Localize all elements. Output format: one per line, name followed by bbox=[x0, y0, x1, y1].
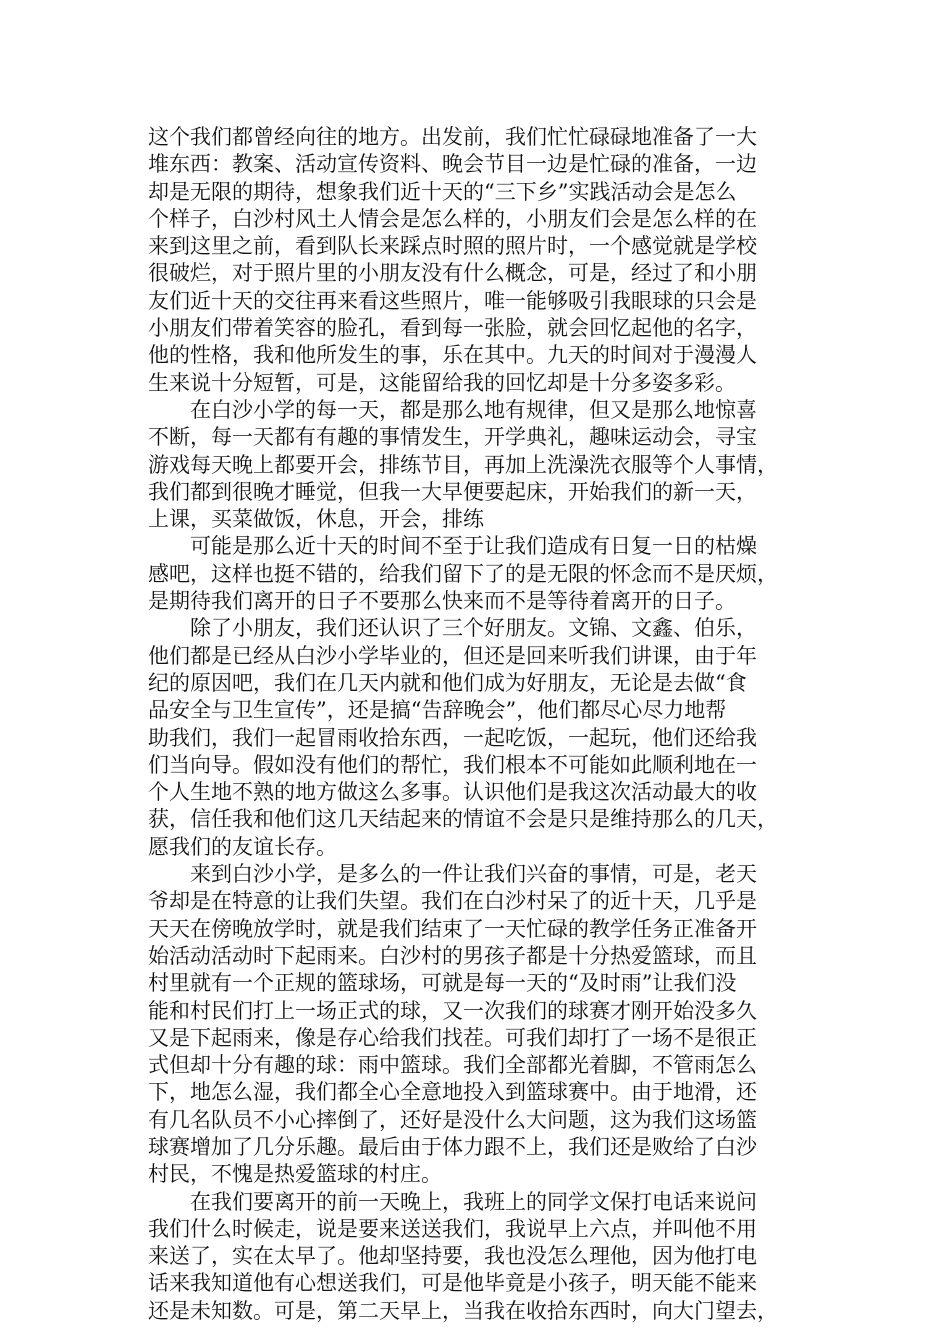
text-line: 个人生地不熟的地方做这么多事。认识他们是我这次活动最大的收 bbox=[148, 780, 757, 805]
text-line: 我们什么时候走，说是要来送送我们，我说早上六点，并叫他不用 bbox=[148, 1216, 757, 1241]
text-line: 来送了，实在太早了。他却坚持要，我也没怎么理他，因为他打电 bbox=[148, 1244, 757, 1269]
text-line: 们当向导。假如没有他们的帮忙，我们根本不可能如此顺利地在一 bbox=[148, 752, 757, 777]
text-line: 爷却是在特意的让我们失望。我们在白沙村呆了的近十天，几乎是 bbox=[148, 889, 757, 914]
text-line: 不断，每一天都有有趣的事情发生，开学典礼，趣味运动会，寻宝 bbox=[148, 425, 757, 450]
text-line: 在我们要离开的前一天晚上，我班上的同学文保打电话来说问 bbox=[190, 1189, 757, 1214]
body-text bbox=[148, 124, 808, 1325]
text-line: 有几名队员不小心摔倒了，还好是没什么大问题，这为我们这场篮 bbox=[148, 1107, 757, 1132]
text-line: 生来说十分短暂，可是，这能留给我的回忆却是十分多姿多彩。 bbox=[148, 370, 736, 395]
text-line: 球赛增加了几分乐趣。最后由于体力跟不上，我们还是败给了白沙 bbox=[148, 1134, 757, 1159]
text-line: 却是无限的期待，想象我们近十天的“三下乡”实践活动会是怎么 bbox=[148, 179, 737, 204]
text-line: 还是未知数。可是，第二天早上，当我在收拾东西时，向大门望去， bbox=[148, 1298, 778, 1323]
text-line: 上课，买菜做饭，休息，开会，排练 bbox=[148, 507, 484, 532]
text-line: 式但却十分有趣的球：雨中篮球。我们全部都光着脚，不管雨怎么 bbox=[148, 1053, 757, 1078]
text-line: 能和村民们打上一场正式的球，又一次我们的球赛才刚开始没多久 bbox=[148, 998, 757, 1023]
text-line: 是期待我们离开的日子不要那么快来而不是等待着离开的日子。 bbox=[148, 589, 736, 614]
text-line: 除了小朋友，我们还认识了三个好朋友。文锦、文鑫、伯乐， bbox=[190, 616, 757, 641]
text-line: 我们都到很晚才睡觉，但我一大早便要起床，开始我们的新一天， bbox=[148, 479, 757, 504]
text-line: 友们近十天的交往再来看这些照片，唯一能够吸引我眼球的只会是 bbox=[148, 288, 757, 313]
text-line: 愿我们的友谊长存。 bbox=[148, 834, 337, 859]
text-line: 天天在傍晚放学时，就是我们结束了一天忙碌的教学任务正准备开 bbox=[148, 916, 757, 941]
text-line: 助我们，我们一起冒雨收拾东西，一起吃饭，一起玩，他们还给我 bbox=[148, 725, 757, 750]
text-line: 小朋友们带着笑容的脸孔，看到每一张脸，就会回忆起他的名字， bbox=[148, 316, 757, 341]
text-line: 很破烂，对于照片里的小朋友没有什么概念，可是，经过了和小朋 bbox=[148, 261, 757, 286]
text-line: 他们都是已经从白沙小学毕业的，但还是回来听我们讲课，由于年 bbox=[148, 643, 757, 668]
text-line: 个样子，白沙村风土人情会是怎么样的，小朋友们会是怎么样的在 bbox=[148, 206, 757, 231]
text-line: 纪的原因吧，我们在几天内就和他们成为好朋友，无论是去做“食 bbox=[148, 670, 747, 695]
text-line: 可能是那么近十天的时间不至于让我们造成有日复一日的枯燥 bbox=[190, 534, 757, 559]
text-line: 在白沙小学的每一天，都是那么地有规律，但又是那么地惊喜 bbox=[190, 397, 757, 422]
text-line: 游戏每天晚上都要开会，排练节目，再加上洗澡洗衣服等个人事情， bbox=[148, 452, 778, 477]
text-line: 堆东西：教案、活动宣传资料、晚会节目一边是忙碌的准备，一边 bbox=[148, 152, 757, 177]
text-line: 感吧，这样也挺不错的，给我们留下了的是无限的怀念而不是厌烦， bbox=[148, 561, 778, 586]
text-line: 下，地怎么湿，我们都全心全意地投入到篮球赛中。由于地滑，还 bbox=[148, 1080, 757, 1105]
text-line: 他的性格，我和他所发生的事，乐在其中。九天的时间对于漫漫人 bbox=[148, 343, 757, 368]
text-line: 品安全与卫生宣传”，还是搞“告辞晚会”，他们都尽心尽力地帮 bbox=[148, 698, 727, 723]
text-line: 村民，不愧是热爱篮球的村庄。 bbox=[148, 1162, 442, 1187]
text-line: 获，信任我和他们这几天结起来的情谊不会是只是维持那么的几天， bbox=[148, 807, 778, 832]
text-line: 来到这里之前，看到队长来踩点时照的照片时，一个感觉就是学校 bbox=[148, 234, 757, 259]
text-line: 来到白沙小学，是多么的一件让我们兴奋的事情，可是，老天 bbox=[190, 862, 757, 887]
text-line: 话来我知道他有心想送我们，可是他毕竟是小孩子，明天能不能来 bbox=[148, 1271, 757, 1296]
text-line: 始活动活动时下起雨来。白沙村的男孩子都是十分热爱篮球，而且 bbox=[148, 943, 757, 968]
text-line: 村里就有一个正规的篮球场，可就是每一天的“及时雨”让我们没 bbox=[148, 971, 737, 996]
text-line: 这个我们都曾经向往的地方。出发前，我们忙忙碌碌地准备了一大 bbox=[148, 125, 757, 149]
text-line: 又是下起雨来，像是存心给我们找茬。可我们却打了一场不是很正 bbox=[148, 1025, 757, 1050]
